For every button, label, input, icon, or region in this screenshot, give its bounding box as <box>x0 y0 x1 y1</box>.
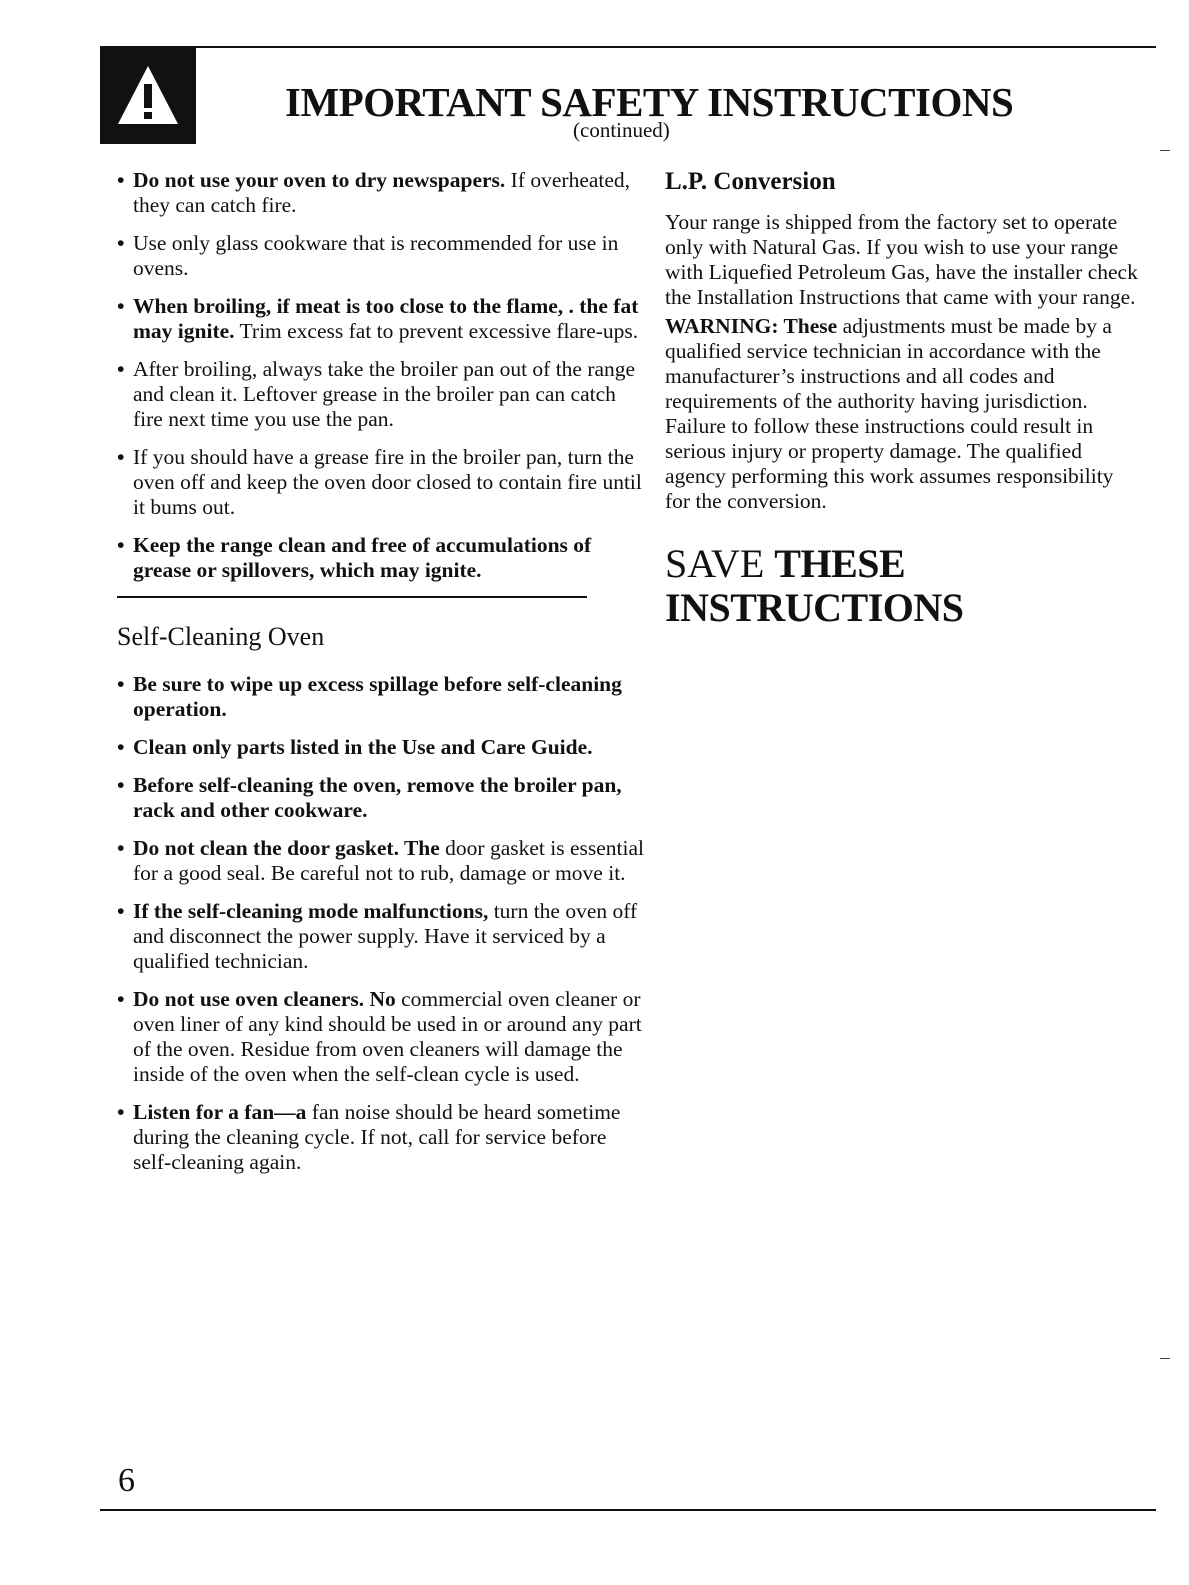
warning-triangle-icon <box>115 62 181 128</box>
bullet: • <box>117 1100 125 1124</box>
list-item <box>117 357 647 432</box>
bullet: • <box>117 231 125 255</box>
item-body-text: If overheated, they can catch fire. <box>133 168 631 217</box>
bullet: • <box>117 735 125 759</box>
list-item <box>117 672 647 722</box>
item-lead-text: If the self-cleaning mode malfunctions, <box>133 899 489 923</box>
bullet: • <box>117 357 125 381</box>
warning-icon <box>100 48 196 144</box>
page-subtitle: (continued) <box>573 118 670 142</box>
section-divider <box>117 596 587 598</box>
lp-conversion-heading: L.P. Conversion <box>665 168 836 195</box>
instructions-word: INSTRUCTIONS <box>665 585 964 630</box>
bullet: • <box>117 294 125 318</box>
bullet: • <box>117 836 125 860</box>
item-lead-text: Clean only parts listed in the Use and Care Guide. <box>133 735 593 759</box>
item-body-text: fan noise should be heard sometime during the cleaning cycle. If not, call for service before self-cleaning again. <box>133 1100 621 1174</box>
item-body-text: If you should have a grease fire in the broiler pan, turn the oven off and keep the oven door closed to contain fire until it bums out. <box>133 445 642 519</box>
item-lead-text: When broiling, if meat is too close to the flame, . the fat may ignite. <box>133 294 639 343</box>
save-instructions-callout <box>665 542 1140 630</box>
item-body-text: Trim excess fat to prevent excessive flare-ups. <box>239 319 639 343</box>
lp-conversion-paragraph: Your range is shipped from the factory set to operate only with Natural Gas. If you wish to use your range with Liquefied Petroleum Gas, have the installer check the Installation Instructions that came with your range. <box>665 210 1138 309</box>
bullet: • <box>117 533 125 557</box>
self-cleaning-heading: Self-Cleaning Oven <box>117 622 325 651</box>
item-body-text: After broiling, always take the broiler pan out of the range and clean it. Leftover grease in the broiler pan can catch fire next time you use the pan. <box>133 357 636 431</box>
item-body-text: Use only glass cookware that is recommended for use in ovens. <box>133 231 619 280</box>
list-item <box>117 231 647 281</box>
list-item <box>117 533 647 583</box>
bullet: • <box>117 672 125 696</box>
item-body-text: door gasket is essential for a good seal. Be careful not to rub, damage or move it. <box>133 836 645 885</box>
edge-mark <box>1160 150 1170 151</box>
item-body-text: commercial oven cleaner or oven liner of any kind should be used in or around any part of the oven. Residue from oven cleaners will damage the inside of the oven when the self-clean cycle is used. <box>133 987 642 1086</box>
lp-warning-paragraph <box>665 314 1140 514</box>
list-item <box>117 987 647 1087</box>
list-item <box>117 168 647 218</box>
item-body-text: turn the oven off and disconnect the power supply. Have it serviced by a qualified technician. <box>133 899 638 973</box>
bullet: • <box>117 987 125 1011</box>
list-item <box>117 735 647 760</box>
list-item <box>117 445 647 520</box>
top-rule <box>100 46 1156 48</box>
item-lead-text: Be sure to wipe up excess spillage before self-cleaning operation. <box>133 672 622 721</box>
item-lead-text: Do not use oven cleaners. No <box>133 987 396 1011</box>
item-lead-text: Before self-cleaning the oven, remove the broiler pan, rack and other cookware. <box>133 773 622 822</box>
bullet: • <box>117 445 125 469</box>
edge-mark <box>1160 1358 1170 1359</box>
right-column <box>665 168 1140 630</box>
item-lead-text: Do not clean the door gasket. The <box>133 836 440 860</box>
left-column <box>117 168 647 1188</box>
warning-text: adjustments must be made by a qualified service technician in accordance with the manufacturer’s instructions and all codes and requirements of the authority having jurisdiction. Failure to follow these instructions could result in serious injury or property damage. The qualified agency performing this work assumes responsibility for the conversion. <box>665 314 1114 513</box>
list-item <box>117 773 647 823</box>
save-word: SAVE <box>665 541 765 586</box>
list-item <box>117 836 647 886</box>
list-item <box>117 899 647 974</box>
item-lead-text: Do not use your oven to dry newspapers. <box>133 168 506 192</box>
list-item <box>117 294 647 344</box>
bullet: • <box>117 773 125 797</box>
bullet: • <box>117 899 125 923</box>
page-number: 6 <box>118 1462 135 1499</box>
warning-label: WARNING: These <box>665 314 838 338</box>
safety-list <box>117 168 647 583</box>
self-cleaning-list <box>117 672 647 1175</box>
list-item <box>117 1100 647 1175</box>
these-word: THESE <box>774 541 906 586</box>
page-title: IMPORTANT SAFETY INSTRUCTIONS <box>285 79 1014 125</box>
bottom-rule <box>100 1509 1156 1511</box>
item-lead-text: Listen for a fan—a <box>133 1100 307 1124</box>
item-lead-text: Keep the range clean and free of accumulations of grease or spillovers, which may ignite. <box>133 533 592 582</box>
bullet: • <box>117 168 125 192</box>
